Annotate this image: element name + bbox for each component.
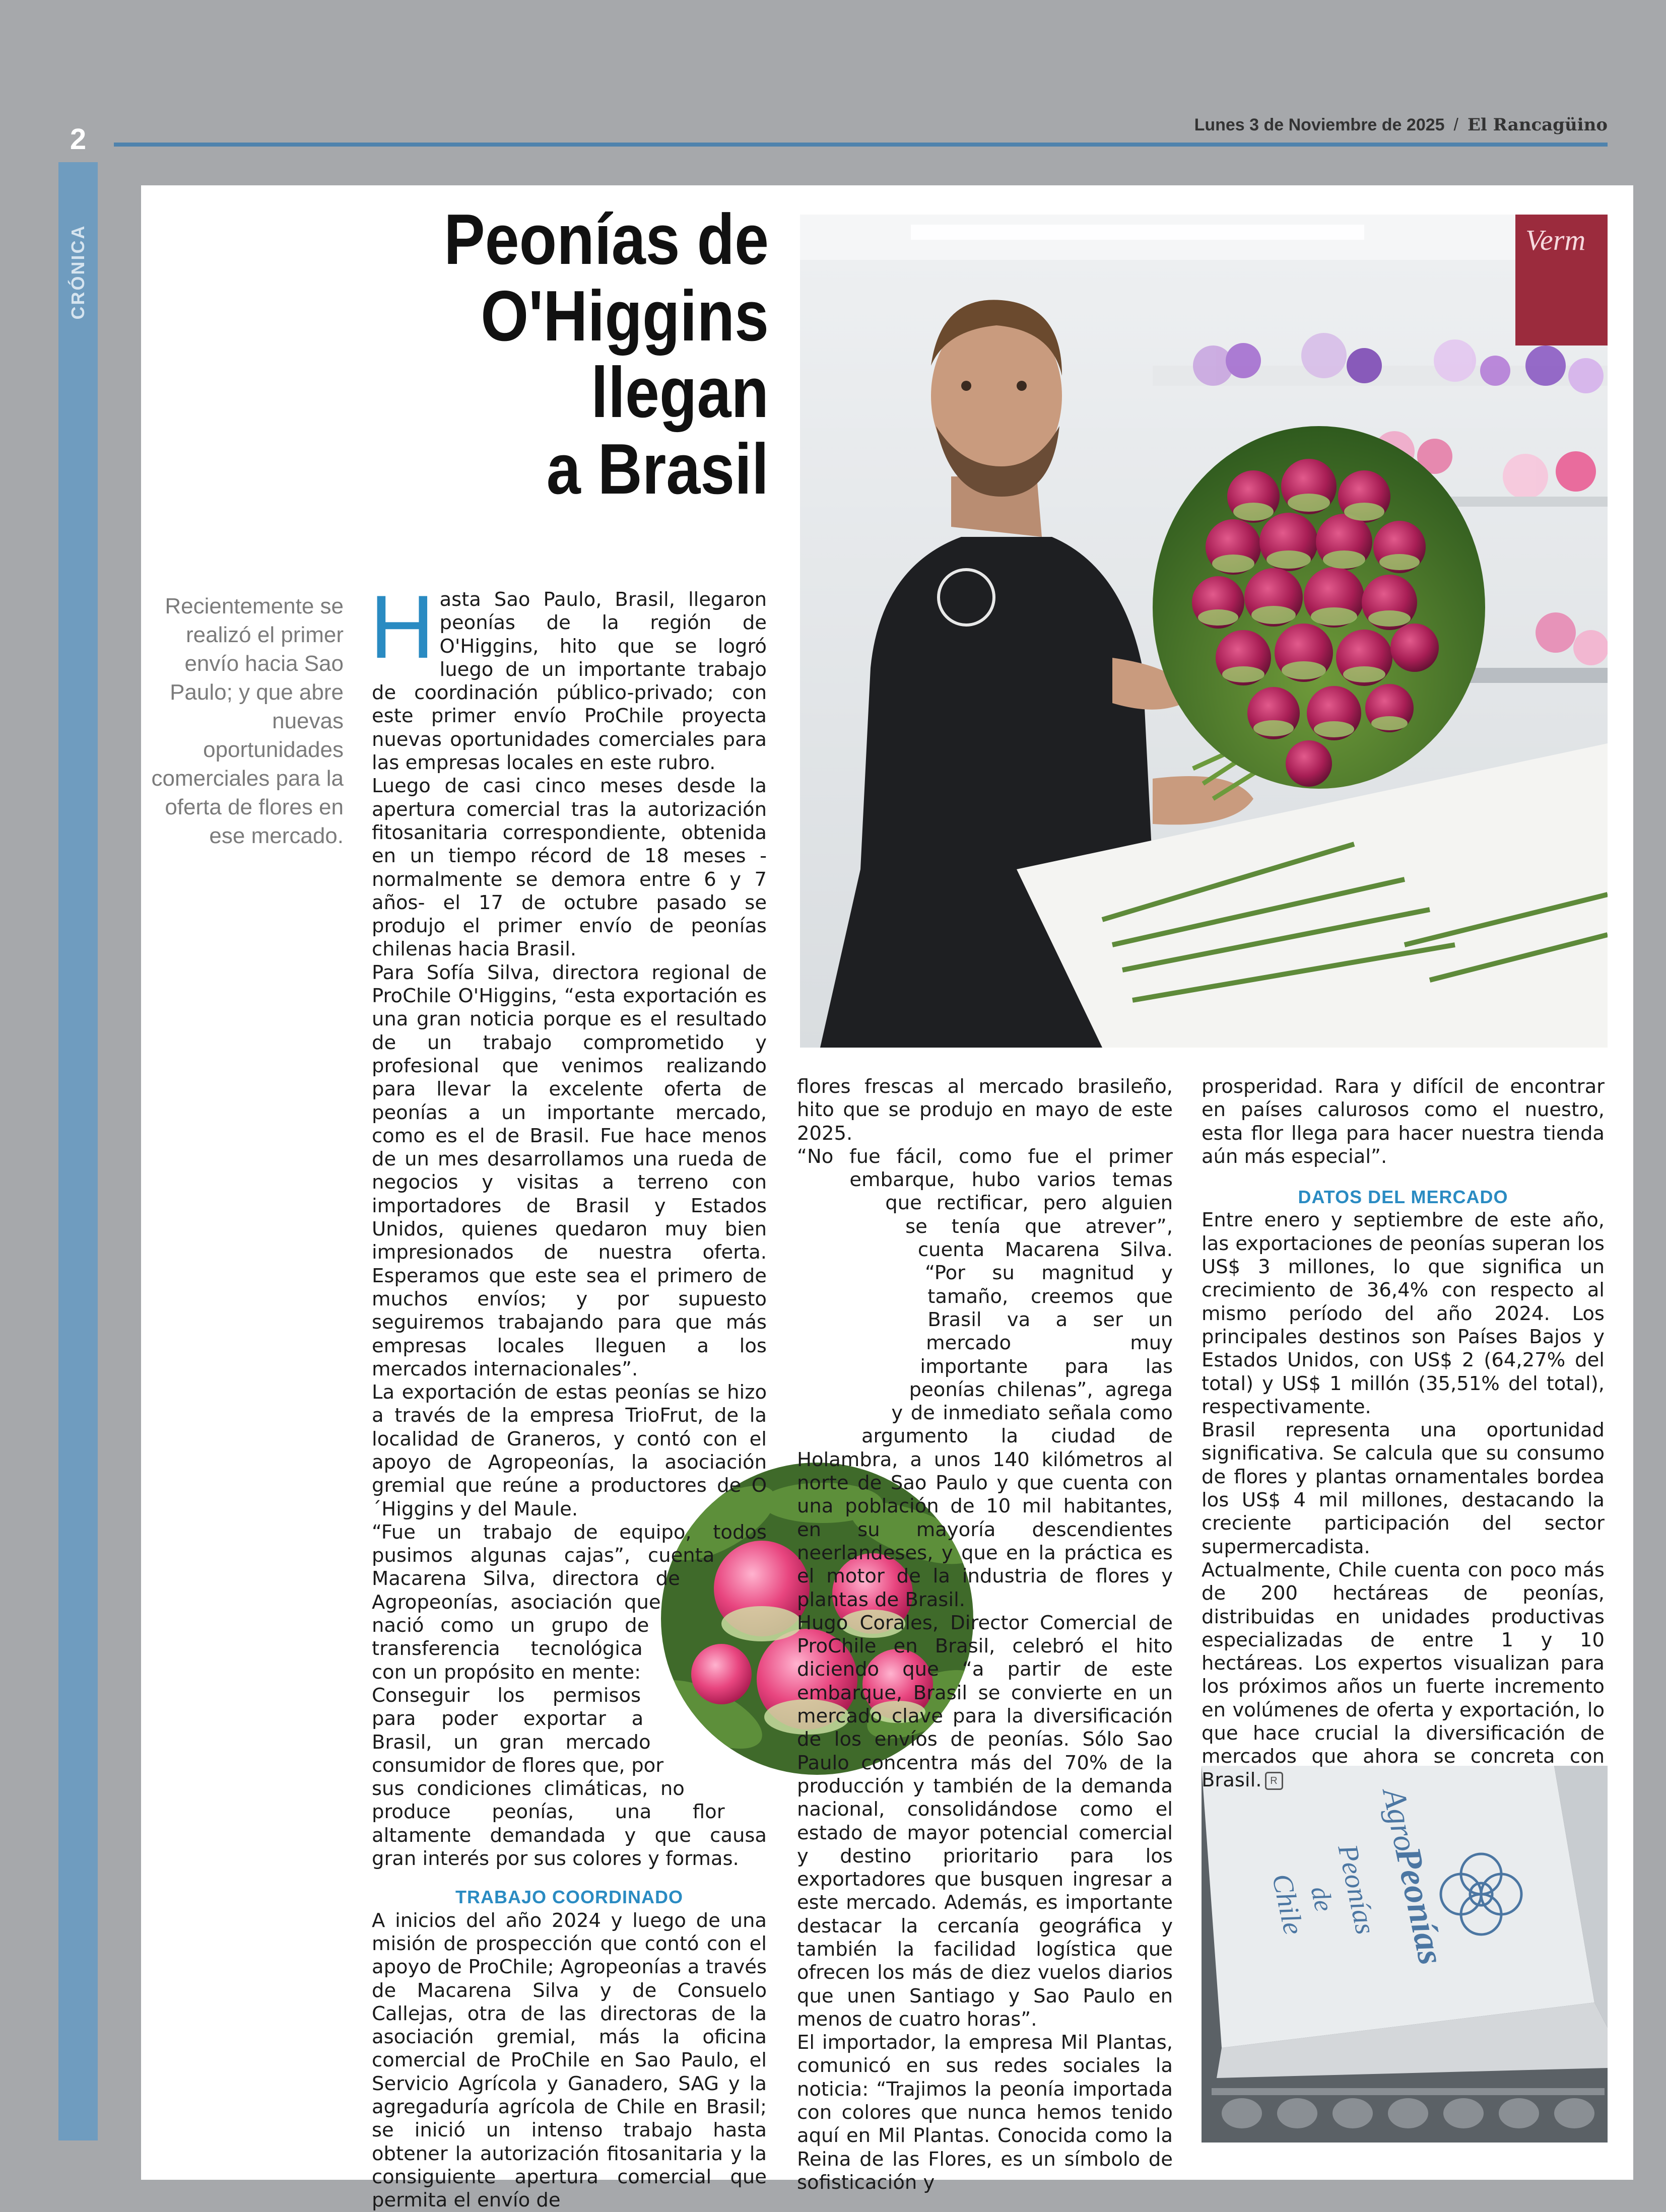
section-strip xyxy=(58,162,98,2140)
subhead-datos-del-mercado: DATOS DEL MERCADO xyxy=(1298,1187,1508,1208)
section-label: CRÓNICA xyxy=(68,224,88,320)
article-column-1 xyxy=(370,577,767,2212)
box-sub-de: de xyxy=(1305,1884,1339,1914)
page-number: 2 xyxy=(70,123,87,156)
col3-paragraph-1: prosperidad. Rara y difícil de encontrar en países calurosos como el nuestro, esta flor llega para hacer nuestra tienda aún más especial”. xyxy=(1202,1075,1605,1168)
box-sub-peonias: Peonías xyxy=(1331,1841,1381,1938)
col3-paragraph-3: Brasil representa una oportunidad significativa. Se calcula que su consumo de flores y plantas ornamentales bordea los US$ 4 mil millones, destacando la creciente participación del sector supermercadista. xyxy=(1202,1419,1605,1558)
shop-sign-text: Verm xyxy=(1525,224,1586,256)
header-separator: / xyxy=(1453,115,1458,134)
col3-paragraph-2: Entre enero y septiembre de este año, las exportaciones de peonías superan los US$ 3 millones, lo que significa un crecimiento de 36,4% con respecto al mismo período del año 2024. Los principales destinos son Países Bajos y Estados Unidos, con US$ 2 (64,27% del total) y US$ 1 millón (35,51% del total), respectivamente. xyxy=(1202,1209,1605,1418)
box-brand-peonias: Peonías xyxy=(1387,1843,1452,1968)
box-sub-chile: Chile xyxy=(1265,1871,1309,1938)
agropeonias-box-illustration xyxy=(1202,1766,1608,2142)
subhead-trabajo-coordinado: TRABAJO COORDINADO xyxy=(455,1887,683,1908)
col1-paragraph-5: “Fue un trabajo de equipo, todos pusimos algunas cajas”, cuenta Macarena Silva, directora de Agropeonías, asociación que nació como un grupo de transferencia tecnológica con un propósito en mente: Conseguir los permisos para poder exportar a Brasil, un gran mercado consumidor de flores que, por sus condiciones climáticas, no produce peonías, una flor altamente demandada y que causa gran interés por sus colores y formas. xyxy=(372,1520,767,1871)
col2-paragraph-3: Hugo Corales, Director Comercial de ProChile en Brasil, celebró el hito diciendo que “a partir de este embarque, Brasil se convierte en un mercado clave para la diversificación de los envíos de peonías. Sólo Sao Paulo concentra más del 70% de la producción y también de la demanda nacional, consolidándose como el estado de mayor potencial comercial y destino prioritario para los exportadores que busquen ingresar a este mercado. Además, es importante destacar la cercanía geográfica y también la facilidad logística que ofrecen los más de diez vuelos diarios que unen Santiago y Sao Paulo en menos de cuatro horas”. xyxy=(797,1611,1173,2031)
col3-paragraph-4-text: Actualmente, Chile cuenta con poco más de 200 hectáreas de peonías, distribuidas en unidades productivas especializadas de entre 1 y 10 hectáreas. Los expertos visualizan para los próximos años un fuerte incremento en volúmenes de oferta y exportación, lo que hace crucial la diversificación de mercados que ahora se concreta con Brasil. xyxy=(1202,1558,1605,1791)
col1-paragraph-6: A inicios del año 2024 y luego de una misión de prospección que contó con el apoyo de ProChile; Agropeonías a través de Macarena Silva y de Consuelo Callejas, otra de las directoras de la asociación gremial, más la oficina comercial de ProChile en Sao Paulo, el Servicio Agrícola y Ganadero, SAG y la agregaduría agrícola de Chile en Brasil; se inició un intenso trabajo hasta obtener la autorización fitosanitaria y la consiguiente apertura comercial que permita el envío de xyxy=(372,1909,767,2212)
col2-paragraph-2: “No fue fácil, como fue el primer embarque, hubo varios temas que rectificar, pero alguien se tenía que atrever”, cuenta Macarena Silva. “Por su magnitud y tamaño, creemos que Brasil va a ser un mercado muy importante para las peonías chilenas”, agrega y de inmediato señala como argumento la ciudad de Holambra, a unos 140 kilómetros al norte de Sao Paulo y que cuenta con una población de 10 mil habitantes, en su mayoría descendientes neerlandeses, y que en la práctica es el motor de la industria de flores y plantas de Brasil. xyxy=(797,1145,1173,1611)
article-summary: Recientemente se realizó el primer envío hacia Sao Paulo; y que abre nuevas oportunidades comerciales para la oferta de flores en ese mercado. xyxy=(151,594,344,848)
col1-paragraph-4: La exportación de estas peonías se hizo a través de la empresa TrioFrut, de la localidad de Graneros, y contó con el apoyo de Agropeonías, la asociación gremial que reúne a productores de O´Higgins y del Maule. xyxy=(372,1381,767,1520)
agropeonias-box-photo xyxy=(1202,1766,1608,2142)
box-brand-agro: Agro xyxy=(1376,1785,1424,1854)
col1-paragraph-2: Luego de casi cinco meses desde la apertura comercial tras la autorización fitosanitaria correspondiente, obtenida en un tiempo récord de 18 meses -normalmente se demora entre 6 y 7 años- el 17 de octubre pasado se produjo el primer envío de peonías chilenas hacia Brasil. xyxy=(372,775,767,961)
col3-paragraph-4 xyxy=(1202,1559,1605,1792)
article-column-3 xyxy=(1202,1075,1605,1792)
headline-line-2: O'Higgins xyxy=(481,276,769,356)
headline-line-1: Peonías de xyxy=(444,199,769,280)
page-header xyxy=(1194,115,1608,135)
main-photo xyxy=(800,215,1608,1048)
end-of-article-icon: R xyxy=(1265,1772,1283,1790)
peony-vendor-illustration xyxy=(800,215,1608,1048)
headline-line-4: a Brasil xyxy=(546,429,769,509)
col1-paragraph-1: asta Sao Paulo, Brasil, llegaron peonías de la región de O'Higgins, hito que se logró luego de un importante trabajo de coordinación público-privado; con este primer envío ProChile proyecta nuevas oportunidades comerciales para las empresas locales en este rubro. xyxy=(372,588,767,775)
newspaper-name: El Rancagüino xyxy=(1468,115,1608,135)
col2-paragraph-4: El importador, la empresa Mil Plantas, comunicó en sus redes sociales la noticia: “Trajimos la peonía importada con colores que nunca hemos tenido aquí en Mil Plantas. Conocida como la Reina de las Flores, es un símbolo de sofisticación y xyxy=(797,2031,1173,2194)
issue-date: Lunes 3 de Noviembre de 2025 xyxy=(1194,115,1445,134)
col2-paragraph-1: flores frescas al mercado brasileño, hito que se produjo en mayo de este 2025. xyxy=(797,1075,1173,1145)
headline-line-3: llegan xyxy=(591,353,769,433)
drop-cap: H xyxy=(370,577,435,677)
headline xyxy=(393,201,769,508)
col1-paragraph-3: Para Sofía Silva, directora regional de ProChile O'Higgins, “esta exportación es una gran noticia porque es el resultado de un trabajo comprometido y profesional que venimos realizando para llevar la excelente oferta de peonías a un importante mercado, como es el de Brasil. Fue hace menos de un mes desarrollamos una rueda de negocios y visitas a terreno con importadores de Brasil y Estados Unidos, quienes quedaron muy bien impresionados de nuestra oferta. Esperamos que este sea el primero de muchos envíos; y por supuesto seguiremos trabajando para que más empresas locales lleguen a los mercados internacionales”. xyxy=(372,961,767,1380)
article-column-2 xyxy=(797,1075,1173,2194)
header-rule xyxy=(114,143,1608,147)
